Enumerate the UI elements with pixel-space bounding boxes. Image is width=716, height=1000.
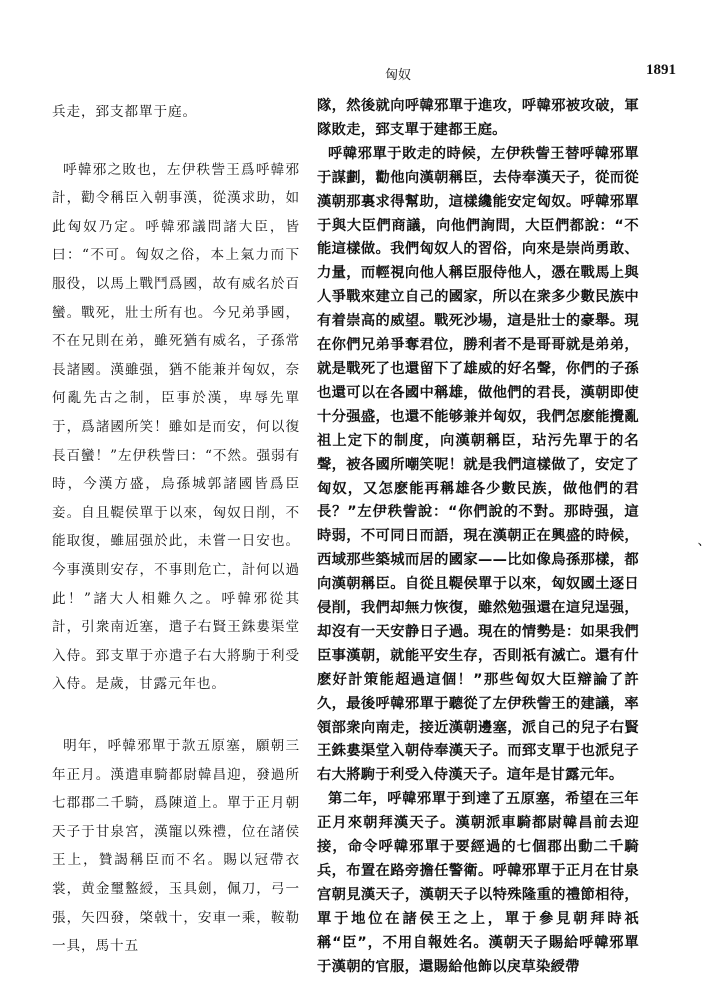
right-paragraph-2: 呼韓邪單于敗走的時候，左伊秩訾王替呼韓邪單于謀劃，勸他向漢朝稱臣，去侍奉漢天子，從而從漢朝那裏求得幫助，這樣纔能安定匈奴。呼韓邪單于與大臣們商議，向他們詢問，大臣們都說：“不能這樣做。我們匈奴人的習俗，向來是崇尚勇敢、力量，而輕視向他人稱臣服侍他人，憑在戰馬上與人爭戰來建立自己的國家，所以在衆多少數民族中有着崇高的威望。戰死沙場，這是壯士的豪舉。現在你們兄弟爭奪君位，勝利者不是哥哥就是弟弟，就是戰死了也還留下了雄威的好名聲，你們的子孫也還可以在各國中稱雄，做他們的君長，漢朝即使十分强盛，也還不能够兼并匈奴，我們怎麽能攪亂祖上定下的制度，向漢朝稱臣，玷污先單于的名聲，被各國所嘲笑呢！就是我們這樣做了，安定了匈奴，又怎麽能再稱雄各少數民族，做他們的君長？”左伊秩訾說：“你們說的不對。那時强，這時弱，不可同日而語，現在漢朝正在興盛的時候，西域那些築城而居的國家——比如像烏孫那樣，都向漢朝稱臣。自從且鞮侯單于以來，匈奴國土逐日侵削，我們却無力恢復，雖然勉强還在這兒逞强，却沒有一天安静日子過。現在的情勢是：如果我們臣事漢朝，就能平安生存，否則祇有滅亡。還有什麽好計策能超過這個！”那些匈奴大臣辯論了許久，最後呼韓邪單于聽從了左伊秩訾王的建議，率領部衆向南走，接近漢朝邊塞，派自己的兒子右賢王銖婁渠堂入朝侍奉漢天子。而郅支單于也派兒子右大將駒于利受入侍漢天子。這年是甘露元年。 (317, 145, 639, 784)
running-header (100, 64, 696, 86)
margin-fragment: 、 (697, 534, 711, 549)
left-paragraph-1: 兵走，郅支都單于庭。 (52, 104, 197, 120)
page-number: 1891 (646, 62, 676, 78)
left-paragraph-2: 呼韓邪之敗也，左伊秩訾王爲呼韓邪計，勸令稱臣入朝事漢，從漢求助，如此匈奴乃定。呼韓邪議問諸大臣，皆曰：“不可。匈奴之俗，本上氣力而下服役，以馬上戰鬥爲國，故有威名於百蠻。戰死，壯士所有也。今兄弟爭國，不在兄則在弟，雖死猶有威名，子孫常長諸國。漢雖强，猶不能兼并匈奴，奈何亂先古之制，臣事於漢，卑辱先單于，爲諸國所笑！雖如是而安，何以復長百蠻！”左伊秩訾曰：“不然。强弱有時，今漢方盛，烏孫城郭諸國皆爲臣妾。自且鞮侯單于以來，匈奴日削，不能取復，雖屈强於此，未嘗一日安也。今事漢則安存，不事則危亡，計何以過此！”諸大人相難久之。呼韓邪從其計，引衆南近塞，遣子右賢王銖婁渠堂入侍。郅支單于亦遣子右大將駒于利受入侍。是歲，甘露元年也。 (52, 161, 300, 693)
left-paragraph-3: 明年，呼韓邪單于款五原塞，願朝三年正月。漢遣車騎都尉韓昌迎，發過所七郡郡二千騎，爲陳道上。單于正月朝天子于甘泉宮，漢寵以殊禮，位在諸侯王上，贊謁稱臣而不名。賜以冠帶衣裳，黄金璽盭綬，玉具劍，佩刀，弓一張，矢四發，棨戟十，安車一乘，鞍勒一具，馬十五 (52, 738, 300, 955)
running-title: 匈奴 (384, 68, 411, 83)
left-column-classical-text-continued (52, 732, 300, 961)
right-paragraph-1: 隊，然後就向呼韓邪單于進攻，呼韓邪被攻破，軍隊敗走，郅支單于建都王庭。 (317, 98, 639, 138)
left-column-classical-text (52, 98, 300, 699)
right-paragraph-3: 第二年，呼韓邪單于到達了五原塞，希望在三年正月來朝拜漢天子。漢朝派車騎都尉韓昌前去迎接，命令呼韓邪單于要經過的七個郡出動二千騎兵，布置在路旁擔任警衛。呼韓邪單于正月在甘泉宫朝見漢天子，漢朝天子以特殊隆重的禮節相待，單于地位在諸侯王之上，單于參見朝拜時祇稱“臣”，不用自報姓名。漢朝天子賜給呼韓邪單于漢朝的官服，還賜給他飾以戾草染綬帶 (317, 791, 639, 975)
right-column-modern-translation (317, 95, 639, 980)
